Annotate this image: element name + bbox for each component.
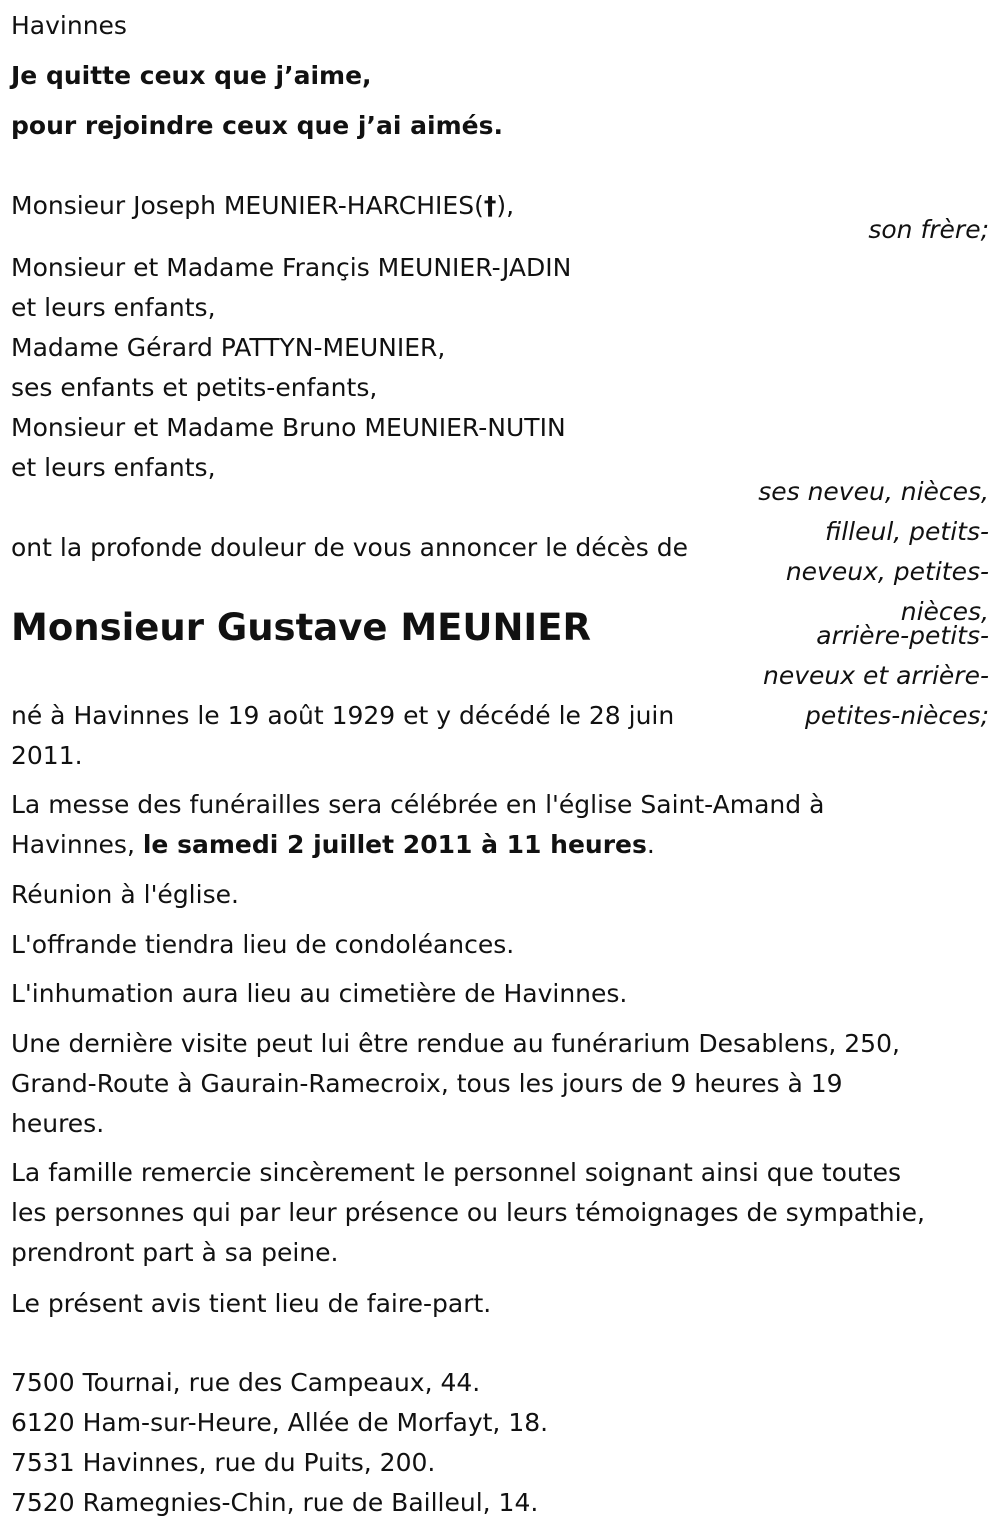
family-line: et leurs enfants,	[11, 293, 216, 322]
address-list	[11, 1363, 548, 1523]
cross-icon: †	[483, 191, 497, 220]
brother-name: Monsieur Joseph MEUNIER-HARCHIES(	[11, 191, 484, 220]
family-list	[11, 248, 571, 488]
relation-line: neveux et arrière-	[762, 661, 989, 690]
visit-info	[11, 1024, 900, 1144]
funeral-period: .	[646, 830, 655, 859]
deceased-name: Monsieur Gustave MEUNIER	[11, 606, 591, 649]
family-line: Monsieur et Madame Françis MEUNIER-JADIN	[11, 253, 572, 282]
burial: L'inhumation aura lieu au cimetière de Havinnes.	[11, 979, 628, 1008]
relation-line: nièces,	[900, 597, 989, 626]
birth-death	[11, 696, 674, 776]
thanks-line: La famille remercie sincèrement le personnel soignant ainsi que toutes	[11, 1158, 902, 1187]
thanks-line: les personnes qui par leur présence ou leurs témoignages de sympathie,	[11, 1198, 925, 1227]
family-line: ses enfants et petits-enfants,	[11, 373, 378, 402]
visit-line: Grand-Route à Gaurain-Ramecroix, tous les jours de 9 heures à 19	[11, 1069, 843, 1098]
relation-line: filleul, petits-	[825, 517, 989, 546]
birth-death-line-2: 2011.	[11, 741, 83, 770]
thanks	[11, 1153, 925, 1273]
address-line: 7520 Ramegnies-Chin, rue de Bailleul, 14.	[11, 1488, 539, 1517]
visit-line: Une dernière visite peut lui être rendue au funérarium Desablens, 250,	[11, 1029, 900, 1058]
brother-line	[11, 186, 514, 226]
birth-death-line-1: né à Havinnes le 19 août 1929 et y décédé le 28 juin	[11, 701, 675, 730]
offering: L'offrande tiendra lieu de condoléances.	[11, 930, 515, 959]
brother-relation: son frère;	[868, 215, 989, 244]
notice: Le présent avis tient lieu de faire-part.	[11, 1289, 492, 1318]
epitaph-line-1: Je quitte ceux que j’aime,	[11, 61, 372, 90]
relation-line: petites-nièces;	[805, 701, 989, 730]
relation-line: arrière-petits-	[816, 621, 989, 650]
address-line: 6120 Ham-sur-Heure, Allée de Morfayt, 18.	[11, 1408, 549, 1437]
thanks-line: prendront part à sa peine.	[11, 1238, 339, 1267]
relation-line: neveux, petites-	[785, 557, 989, 586]
family-line: Madame Gérard PATTYN-MEUNIER,	[11, 333, 446, 362]
visit-line: heures.	[11, 1109, 105, 1138]
epitaph-line-2: pour rejoindre ceux que j’ai aimés.	[11, 111, 503, 140]
announcement: ont la profonde douleur de vous annoncer le décès de	[11, 533, 689, 562]
funeral-info	[11, 785, 824, 865]
family-line: et leurs enfants,	[11, 453, 216, 482]
address-line: 7531 Havinnes, rue du Puits, 200.	[11, 1448, 436, 1477]
funeral-line-1: La messe des funérailles sera célébrée en l'église Saint-Amand à	[11, 790, 825, 819]
funeral-datetime: le samedi 2 juillet 2011 à 11 heures	[142, 830, 647, 859]
address-line: 7500 Tournai, rue des Campeaux, 44.	[11, 1368, 481, 1397]
family-relation	[758, 472, 989, 736]
funeral-place: Havinnes,	[11, 830, 143, 859]
relation-line: ses neveu, nièces,	[758, 477, 989, 506]
reunion: Réunion à l'église.	[11, 880, 239, 909]
funeral-line-2	[11, 825, 824, 865]
brother-close: ),	[496, 191, 515, 220]
place-heading: Havinnes	[11, 11, 127, 40]
family-line: Monsieur et Madame Bruno MEUNIER-NUTIN	[11, 413, 566, 442]
